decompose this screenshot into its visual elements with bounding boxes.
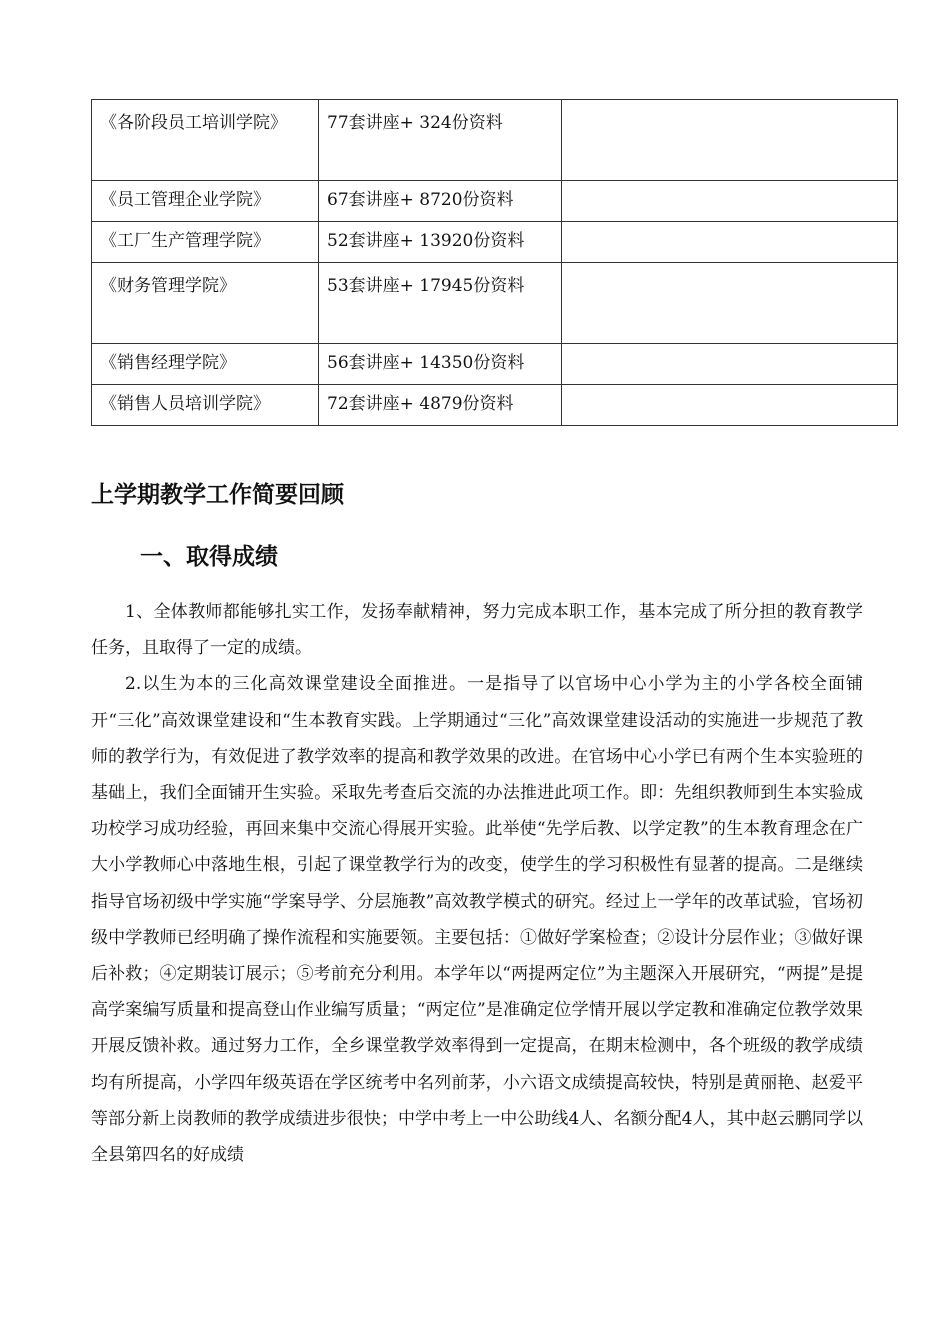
table-row [92,385,898,426]
table-cell-name: 《工厂生产管理学院》 [92,222,319,263]
table-cell-content: 67套讲座+ 8720份资料 [319,181,562,222]
table-cell-note [562,181,898,222]
table-cell-content: 52套讲座+ 13920份资料 [319,222,562,263]
table-cell-note [562,385,898,426]
table-cell-content: 56套讲座+ 14350份资料 [319,344,562,385]
table-cell-name: 《各阶段员工培训学院》 [92,100,319,181]
paragraph: 1、全体教师都能够扎实工作，发扬奉献精神，努力完成本职工作，基本完成了所分担的教育教学任务，且取得了一定的成绩。 [91,602,863,659]
resource-table [91,99,898,426]
table-cell-name: 《员工管理企业学院》 [92,181,319,222]
table-cell-note [562,222,898,263]
table-cell-name: 《销售经理学院》 [92,344,319,385]
table-cell-note [562,344,898,385]
table-row [92,100,898,181]
table-cell-name: 《财务管理学院》 [92,263,319,344]
table-cell-name: 《销售人员培训学院》 [92,385,319,426]
table-row [92,181,898,222]
table-cell-content: 53套讲座+ 17945份资料 [319,263,562,344]
paragraph: 2.以生为本的三化高效课堂建设全面推进。一是指导了以官场中心小学为主的小学各校全面铺开“三化”高效课堂建设和“生本教育实践。上学期通过“三化”高效课堂建设活动的实施进一步规范了教师的教学行为，有效促进了教学效率的提高和教学效果的改进。在官场中心小学已有两个生本实验班的基础上，我们全面铺开生实验。采取先考查后交流的办法推进此项工作。即：先组织教师到生本实验成功校学习成功经验，再回来集中交流心得展开实验。此举使“先学后教、以学定教”的生本教育理念在广大小学教师心中落地生根，引起了课堂教学行为的改变，使学生的学习积极性有显著的提高。二是继续指导官场初级中学实施“学案导学、分层施教”高效教学模式的研究。经过上一学年的改革试验，官场初级中学教师已经明确了操作流程和实施要领。主要包括：①做好学案检查；②设计分层作业；③做好课后补救；④定期装订展示；⑤考前充分利用。本学年以“两提两定位”为主题深入开展研究，“两提”是提高学案编写质量和提高登山作业编写质量；“两定位”是准确定位学情开展以学定教和准确定位教学效果开展反馈补救。通过努力工作，全乡课堂教学效率得到一定提高，在期末检测中，各个班级的教学成绩均有所提高，小学四年级英语在学区统考中名列前茅，小六语文成绩提高较快，特别是黄丽艳、赵爱平等部分新上岗教师的教学成绩进步很快；中学中考上一中公助线4人、名额分配4人，其中赵云鹏同学以全县第四名的好成绩 [91,674,863,1166]
table-cell-content: 77套讲座+ 324份资料 [319,100,562,181]
section-heading: 一、取得成绩 [140,544,278,570]
table-cell-note [562,100,898,181]
table-cell-content: 72套讲座+ 4879份资料 [319,385,562,426]
table-row [92,263,898,344]
document-heading: 上学期教学工作简要回顾 [91,482,344,508]
body-text [91,594,863,1173]
table-cell-note [562,263,898,344]
table-row [92,344,898,385]
table-row [92,222,898,263]
